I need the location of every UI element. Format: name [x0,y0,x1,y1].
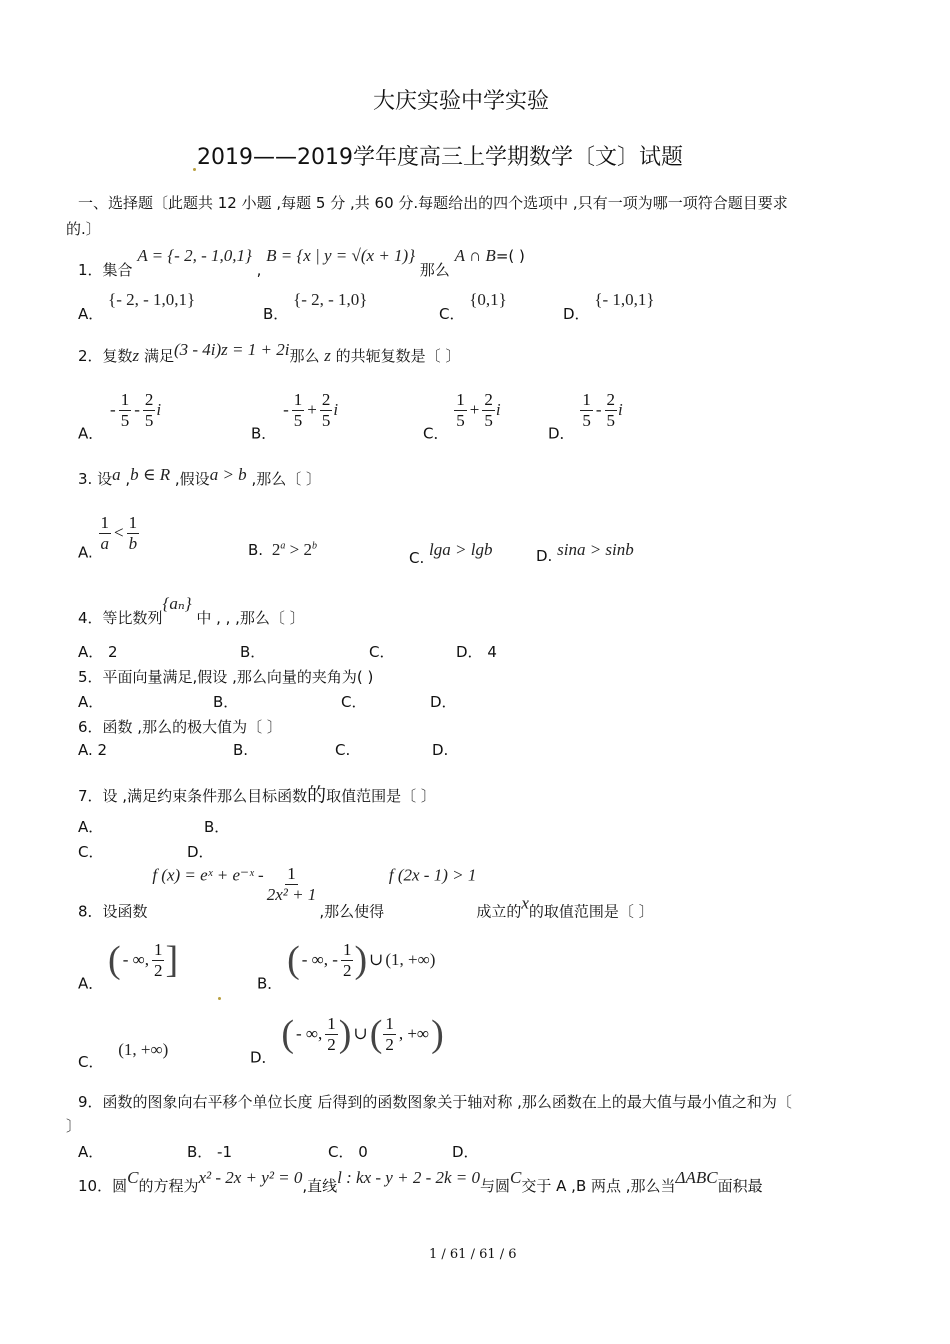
question-5: 5．平面向量满足,假设 ,那么向量的夹角为( ) [78,668,374,686]
q8-d-num1: 1 [327,1013,336,1033]
q8-d-rparen: ) [338,1013,352,1055]
q7-option-a[interactable]: A． [78,818,104,836]
decorative-dot [193,168,196,171]
q8-d-frac1 [325,1014,338,1054]
q1-prefix: 1．集合 [78,261,133,279]
q8-d-num2: 1 [385,1013,394,1033]
q3-mid1: , [125,470,131,488]
q1-set-a: A = {- 2, - 1,0,1} [137,246,252,265]
q2-c-i: i [495,400,501,420]
q1-option-c-label: C． [439,305,465,323]
q8-d-frac2 [383,1014,396,1054]
q2-a-frac2 [143,390,156,430]
q8-option-a[interactable] [78,938,178,994]
q9-option-d[interactable]: D． [452,1143,479,1161]
q9-option-a[interactable]: A． [78,1143,104,1161]
q10-tail: 面积最 [717,1177,763,1195]
q10-c-2: C [510,1168,522,1187]
q10-mid3: 与圆 [480,1177,511,1195]
q2-a-n1: 1 [120,390,130,409]
q2-c-frac1 [454,390,467,430]
q1-option-d-value: {- 1,0,1} [594,290,655,309]
q2-b-sign1: - [283,400,289,420]
q1-option-b-label: B． [263,305,289,323]
q2-d-n1: 1 [582,390,591,409]
q10-line-eq: l : kx - y + 2 - 2k = 0 [337,1168,481,1187]
q2-option-a-label: A． [78,424,104,443]
q10-circle-eq: x² - 2x + y² = 0 [198,1168,303,1187]
section-instruction-line2: 的.〕 [66,220,101,238]
q2-d-d2: 5 [606,410,616,430]
q10-prefix: 10．圆 [78,1177,128,1195]
q8-b-left: - ∞, - [301,950,338,969]
q7-option-b[interactable]: B． [204,818,230,836]
q8-b-lparen: ( [287,939,300,981]
q3-option-a[interactable] [78,513,140,562]
q5-option-c[interactable]: C． [341,693,367,711]
q1-post: 那么 [419,261,450,279]
q6-option-d[interactable]: D. [432,741,449,759]
q2-c-n2: 2 [484,390,493,409]
q1-tail: =( ) [495,247,525,265]
q2-d-d1: 5 [582,410,591,430]
q2-c-frac2 [482,390,495,430]
q2-c-n1: 1 [456,390,465,409]
q2-b-frac1 [292,390,305,430]
q3-a-frac2 [127,513,140,553]
q8-function: f (x) = eˣ + e⁻ˣ - [152,865,264,885]
school-name: 大庆实验中学实验 [373,89,550,114]
q3-tail: ,那么〔 〕 [251,470,321,488]
question-8 [78,864,654,922]
q8-a-num: 1 [153,939,163,959]
q9-option-c[interactable]: C． 0 [328,1143,368,1161]
q8-option-a-label: A． [78,974,104,993]
q1-option-a[interactable] [78,290,195,324]
q8-b-rparen: ) [354,939,368,981]
q10-mid4: 交于 A ,B 两点 ,那么当 [521,1177,676,1195]
question-10 [78,1168,763,1196]
q2-option-b-label: B． [251,424,277,443]
q7-de: 的 [307,784,327,806]
q4-sequence: {aₙ} [162,594,192,613]
q1-set-b: B = {x | y = √(x + 1)} [266,246,415,265]
q1-option-b-value: {- 2, - 1,0} [293,290,368,309]
q2-option-d-label: D． [548,424,575,443]
q2-b-sign2: + [307,400,317,420]
q7-tail: 取值范围是〔 〕 [326,787,436,805]
q2-b-n1: 1 [293,390,303,409]
q3-b-base1: 2 [271,540,281,559]
q7-option-d[interactable]: D． [187,843,214,861]
q3-option-d-label: D. [536,547,553,565]
question-1 [78,246,525,280]
q8-d-lparen2: ( [369,1013,383,1055]
q3-option-b[interactable] [248,540,317,560]
q8-b-den: 2 [342,960,352,980]
q8-option-c[interactable] [78,1040,168,1072]
q8-d-left: - ∞, [296,1024,323,1043]
q2-equation: (3 - 4i)z = 1 + 2i [173,340,290,359]
q8-mid2: 成立的 [476,902,522,921]
q8-frac-den: 2x² + 1 [266,884,317,904]
q8-x: x [521,893,529,913]
q3-c-value: lga > lgb [429,540,493,559]
q2-d-i: i [618,400,623,420]
q3-option-a-label: A. [78,543,93,562]
q8-option-c-label: C． [78,1053,104,1071]
q3-a-n2: 1 [128,513,138,532]
q2-a-d1: 5 [120,410,130,430]
q7-text: 7．设 ,满足约束条件那么目标函数 [78,787,308,805]
q8-prefix: 8．设函数 [78,902,148,921]
q4-tail: 中 , , ,那么〔 〕 [196,609,305,627]
q2-a-i: i [156,400,162,420]
q3-option-c[interactable] [409,540,492,567]
q8-b-union: ∪ [369,950,384,969]
q3-a: a [112,465,121,484]
q8-d-lparen: ( [281,1013,294,1055]
q4-option-c[interactable]: C． [369,643,395,661]
q1-comma: , [256,261,262,279]
q1-expr: A ∩ B [454,246,496,265]
q10-mid2: ,直线 [302,1177,338,1195]
q2-post: 那么 [289,347,320,365]
q9-option-b[interactable]: B． -1 [187,1143,233,1161]
q2-d-sign2: - [595,400,602,420]
q8-frac [265,864,319,904]
q2-z: z [132,346,140,365]
q3-b: b ∈ R [130,465,171,484]
section-instruction-line1: 一、选择题〔此题共 12 小题 ,每题 5 分 ,共 60 分.每题给出的四个选项中 ,只有一项为哪一项符合题目要求 [78,194,788,212]
q4-option-a[interactable]: A． 2 [78,643,118,661]
q2-z-2: z [324,346,331,365]
q2-c-d1: 5 [456,410,465,430]
q1-option-b[interactable] [263,290,367,324]
question-7 [78,780,436,807]
question-9-line1: 9．函数的图象向右平移个单位长度 后得到的函数图象关于轴对称 ,那么函数在上的最大值与最小值之和为〔 [78,1093,792,1111]
q8-d-rparen2: ) [431,1013,444,1055]
q2-b-frac2 [320,390,333,430]
q8-c-value: (1, +∞) [118,1040,169,1059]
q6-option-b[interactable]: B. [233,741,249,759]
exam-title [193,140,683,171]
q2-d-n2: 2 [606,390,616,409]
q2-mid: 满足 [143,347,174,365]
q3-a-frac1 [99,513,112,553]
q2-c-sign2: + [469,400,480,420]
q5-option-b[interactable]: B． [213,693,239,711]
q8-mid: ,那么使得 [319,902,385,921]
q2-option-c[interactable] [423,390,501,444]
q4-option-d[interactable]: D． 4 [456,643,497,661]
q3-a-d1: a [100,533,110,553]
q2-a-sign1: - [110,400,116,420]
q2-b-i: i [333,400,339,420]
q3-a-n1: 1 [100,513,110,532]
q8-option-b[interactable] [257,938,435,994]
q3-prefix: 3. 设 [78,470,113,488]
exam-title-text: 2019——2019学年度高三上学期数学〔文〕试题 [197,145,683,170]
question-4 [78,594,305,628]
q8-a-left: - ∞, [122,950,149,969]
q2-tail: 的共轭复数是〔 〕 [335,347,461,365]
q2-b-d2: 5 [321,410,331,430]
q10-c: C [127,1168,139,1187]
q8-b-frac [341,940,354,980]
page-number: 1 / 61 / 61 / 6 [429,1247,517,1262]
q8-a-rbracket: ] [165,939,179,981]
q6-option-c[interactable]: C. [335,741,351,759]
q3-b-exp1: a [280,540,286,552]
q3-b-exp2: b [311,540,317,552]
q1-option-a-value: {- 2, - 1,0,1} [108,290,196,309]
q2-a-frac1 [119,390,132,430]
q8-a-lparen: ( [108,939,121,981]
q8-a-den: 2 [153,960,163,980]
q8-b-num: 1 [342,939,352,959]
q8-frac-num: 1 [287,864,296,883]
q8-inequality: f (2x - 1) > 1 [388,865,477,885]
question-9-line2: 〕 [66,1117,82,1135]
q2-d-frac2 [605,390,618,430]
q1-option-a-label: A． [78,305,104,323]
q2-d-frac1 [580,390,593,430]
q8-tail: 的取值范围是〔 〕 [528,902,654,921]
q7-option-c[interactable]: C． [78,843,104,861]
q10-mid1: 的方程为 [138,1177,199,1195]
question-3 [78,465,321,489]
q2-prefix: 2．复数 [78,347,133,365]
q3-option-b-label: B. [248,541,264,559]
q8-d-right: , +∞ [398,1024,430,1043]
decorative-dot-2 [218,986,221,1004]
q4-option-b[interactable]: B． [240,643,266,661]
q8-d-den1: 2 [327,1034,336,1054]
question-2 [78,340,460,366]
q8-d-union: ∪ [353,1024,368,1043]
q8-option-b-label: B． [257,974,283,993]
q3-a-op: < [114,523,124,543]
q8-option-d-label: D． [250,1048,277,1067]
q3-a-d2: b [128,533,138,553]
question-6: 6．函数 ,那么的极大值为〔 〕 [78,718,282,736]
q2-option-d[interactable] [548,390,623,444]
q2-c-d2: 5 [484,410,493,430]
q2-a-sign2: - [134,400,140,420]
q3-d-value: sina > sinb [557,540,634,559]
q1-option-d[interactable] [563,290,655,324]
q5-option-d[interactable]: D． [430,693,457,711]
q2-b-d1: 5 [293,410,303,430]
q8-d-den2: 2 [385,1034,394,1054]
q5-option-a[interactable]: A． [78,693,104,711]
q3-mid2: ,假设 [174,470,210,488]
q2-option-a[interactable] [78,390,161,444]
q3-b-op: > [289,540,300,559]
q1-option-c[interactable] [439,290,507,324]
q8-a-frac [152,940,165,980]
q3-condition: a > b [209,465,247,484]
q4-prefix: 4．等比数列 [78,609,163,627]
q6-option-a[interactable]: A. 2 [78,741,108,759]
q2-a-d2: 5 [144,410,154,430]
q1-option-d-label: D． [563,305,590,323]
q3-option-c-label: C. [409,549,425,567]
q2-option-c-label: C． [423,424,449,443]
q2-a-n2: 2 [144,390,154,409]
q2-option-b[interactable] [251,390,338,444]
q8-b-right: (1, +∞) [385,950,436,969]
q3-b-base2: 2 [303,540,312,559]
q3-option-d[interactable] [536,540,634,565]
q2-b-n2: 2 [321,390,331,409]
q8-option-d[interactable] [250,1012,444,1068]
q10-triangle: ΔABC [675,1168,718,1187]
q1-option-c-value: {0,1} [469,290,507,309]
